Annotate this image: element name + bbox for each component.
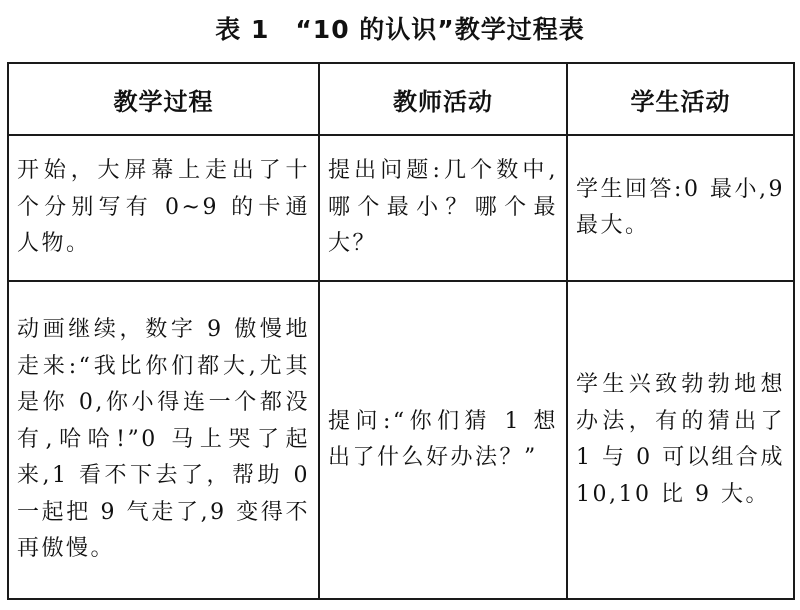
cell-teacher: 提出问题:几个数中,哪个最小？哪个最大？ — [319, 135, 567, 281]
table-row — [8, 135, 794, 281]
cell-process: 开始，大屏幕上走出了十个分别写有 0~9 的卡通人物。 — [8, 135, 319, 281]
header-row — [8, 63, 794, 135]
table-caption — [0, 14, 800, 46]
cell-teacher: 提问:“你们猜 1 想出了什么好办法？” — [319, 281, 567, 599]
header-teaching-process: 教学过程 — [8, 63, 319, 135]
table-row — [8, 281, 794, 599]
teaching-process-table — [7, 62, 795, 600]
header-teacher-activity: 教师活动 — [319, 63, 567, 135]
cell-process: 动画继续，数字 9 傲慢地走来:“我比你们都大,尤其是你 0,你小得连一个都没有,哈哈!”0 马上哭了起来,1 看不下去了，帮助 0 一起把 9 气走了,9 变得不再傲慢。 — [8, 281, 319, 599]
table-title: “10 的认识”教学过程表 — [295, 15, 585, 44]
cell-student: 学生兴致勃勃地想办法，有的猜出了 1 与 0 可以组合成 10,10 比 9 大。 — [567, 281, 794, 599]
table-number: 表 1 — [215, 15, 270, 44]
header-student-activity: 学生活动 — [567, 63, 794, 135]
cell-student: 学生回答:0 最小,9 最大。 — [567, 135, 794, 281]
